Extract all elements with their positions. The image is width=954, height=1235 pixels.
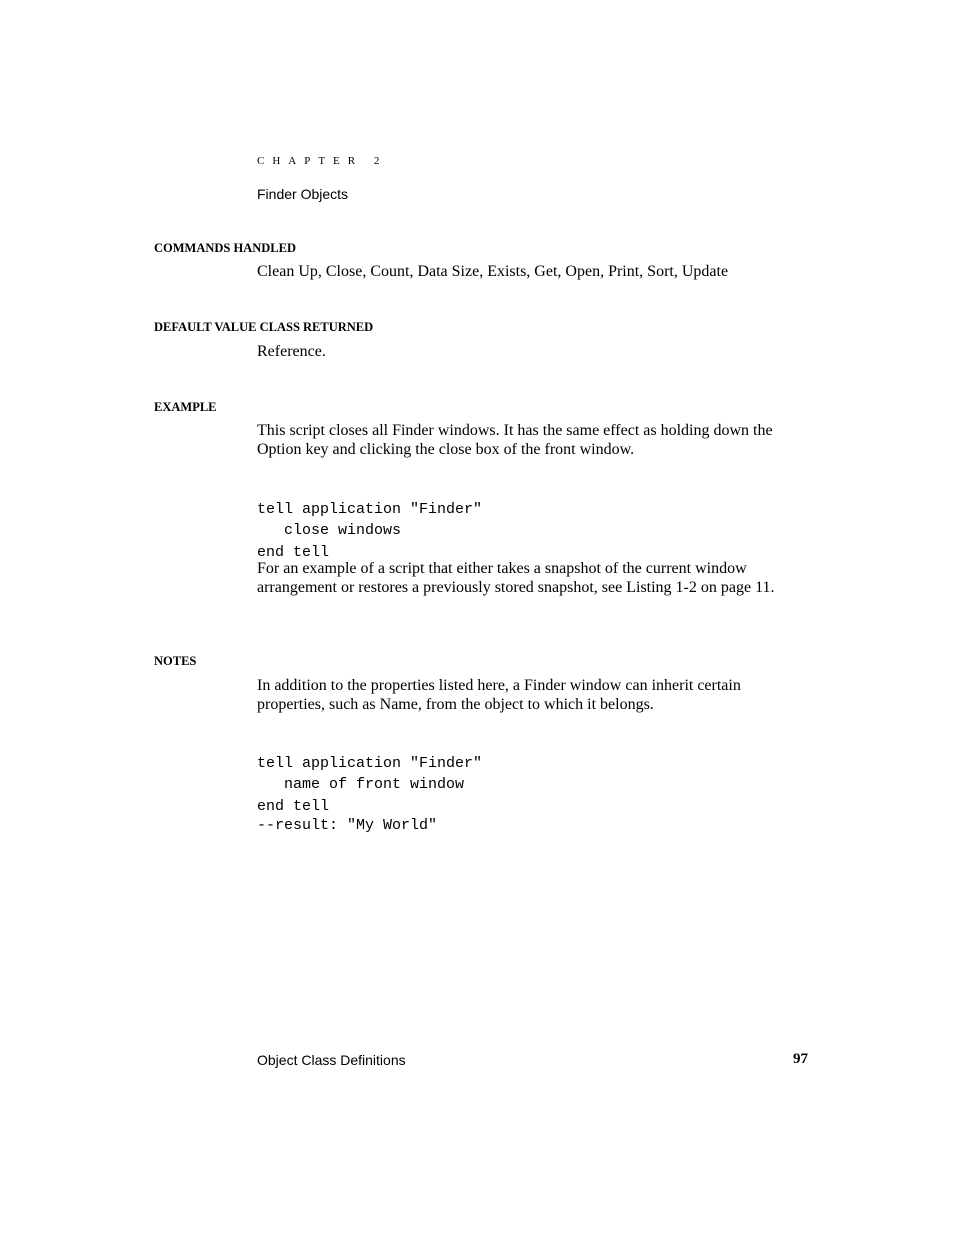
code-line: end tell bbox=[257, 543, 330, 561]
footer-title: Object Class Definitions bbox=[257, 1052, 406, 1068]
example-heading: EXAMPLE bbox=[154, 400, 217, 414]
default-value-text: Reference. bbox=[257, 343, 326, 360]
code-line: tell application "Finder" bbox=[257, 500, 483, 518]
example-outro-text: For an example of a script that either takes a snapshot of the current window arrangement or restores a previously stored snapshot, see Listing 1-2 on page 11. bbox=[257, 560, 775, 596]
notes-heading: NOTES bbox=[154, 654, 197, 668]
chapter-label: CHAPTER 2 bbox=[257, 155, 388, 167]
code-line: close windows bbox=[257, 522, 402, 539]
code-line: end tell bbox=[257, 797, 330, 815]
chapter-title: Finder Objects bbox=[257, 186, 349, 202]
notes-result-line: --result: "My World" bbox=[257, 817, 438, 834]
notes-text: In addition to the properties listed here, a Finder window can inherit certain properties, such as Name, from the object to which it belongs. bbox=[257, 677, 741, 713]
default-value-heading: DEFAULT VALUE CLASS RETURNED bbox=[154, 320, 374, 334]
example-intro-text: This script closes all Finder windows. It has the same effect as holding down the Option key and clicking the close box of the front window. bbox=[257, 422, 773, 458]
page-number: 97 bbox=[793, 1051, 808, 1067]
commands-handled-text: Clean Up, Close, Count, Data Size, Exists, Get, Open, Print, Sort, Update bbox=[257, 263, 729, 280]
commands-handled-heading: COMMANDS HANDLED bbox=[154, 241, 297, 255]
code-line: name of front window bbox=[257, 776, 465, 793]
code-line: tell application "Finder" bbox=[257, 754, 483, 772]
